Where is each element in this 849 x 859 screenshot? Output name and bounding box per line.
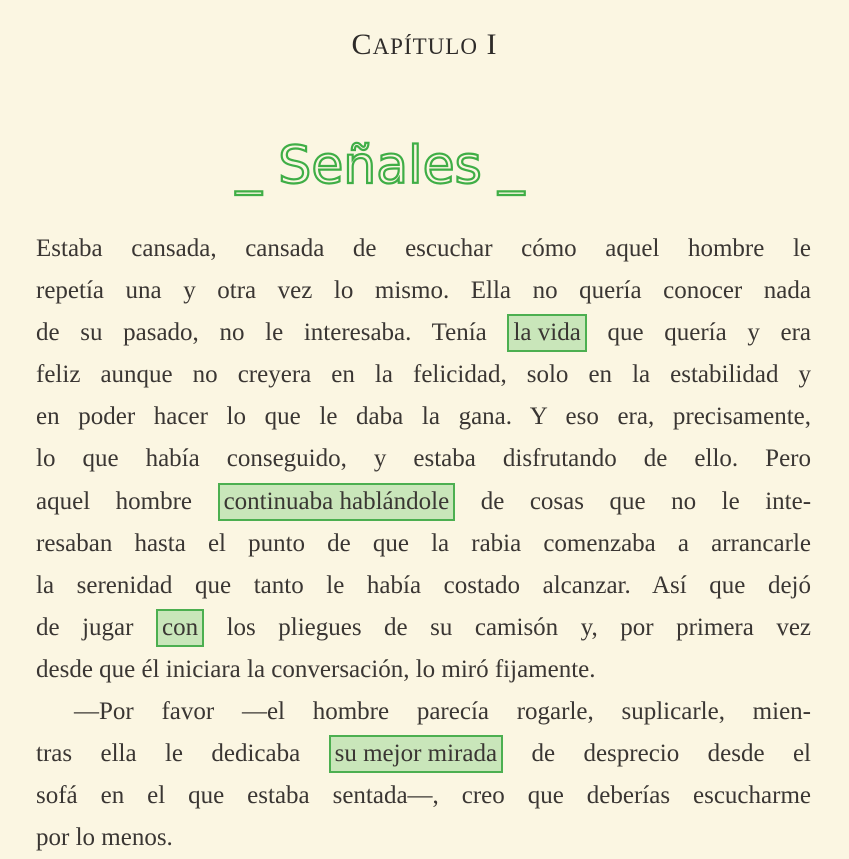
chapter-heading <box>0 28 849 62</box>
text-line: en poder hacer lo que le daba la gana. Y eso era, precisamente, <box>36 403 811 431</box>
handwritten-title-svg <box>160 125 600 205</box>
chapter-prefix: C <box>351 28 373 61</box>
chapter-small-caps: APÍTULO <box>372 34 478 59</box>
text-segment: de desprecio desde el <box>531 740 811 768</box>
chapter-numeral: I <box>486 28 498 61</box>
body-text <box>36 228 811 859</box>
highlight-box: continuaba hablándole <box>218 483 456 521</box>
handwritten-title <box>160 125 600 205</box>
text-segment: de jugar <box>36 613 134 641</box>
text-line <box>36 312 811 354</box>
text-segment: aquel hombre <box>36 487 193 515</box>
highlight-box: la vida <box>507 314 586 352</box>
highlight-box: con <box>156 609 204 647</box>
text-segment: tras ella le dedicaba <box>36 740 301 768</box>
text-line: por lo menos. <box>36 824 173 852</box>
text-line: feliz aunque no creyera en la felicidad, solo en la estabilidad y <box>36 361 811 389</box>
text-segment: de su pasado, no le interesaba. Tenía <box>36 319 487 347</box>
text-line: lo que había conseguido, y estaba disfrutando de ello. Pero <box>36 445 811 473</box>
text-segment: los pliegues de su camisón y, por primera vez <box>226 613 812 641</box>
text-segment: que quería y era <box>607 319 812 347</box>
text-line: Estaba cansada, cansada de escuchar cómo aquel hombre le <box>36 235 811 262</box>
text-line <box>36 607 811 649</box>
highlight-box: su mejor mirada <box>329 735 503 773</box>
text-line <box>36 481 811 523</box>
text-line <box>36 733 811 775</box>
text-line: repetía una y otra vez lo mismo. Ella no quería conocer nada <box>36 277 811 305</box>
text-line: la serenidad que tanto le había costado alcanzar. Así que dejó <box>36 571 811 599</box>
text-line: sofá en el que estaba sentada—, creo que deberías escucharme <box>36 782 811 810</box>
text-line: resaban hasta el punto de que la rabia comenzaba a arrancarle <box>36 529 811 557</box>
text-segment: de cosas que no le inte- <box>480 487 812 515</box>
handwritten-title-text: _ Señales _ <box>235 136 525 196</box>
text-line: —Por favor —el hombre parecía rogarle, suplicarle, mien- <box>74 698 811 726</box>
text-line: desde que él iniciara la conversación, lo miró fijamente. <box>36 655 596 683</box>
